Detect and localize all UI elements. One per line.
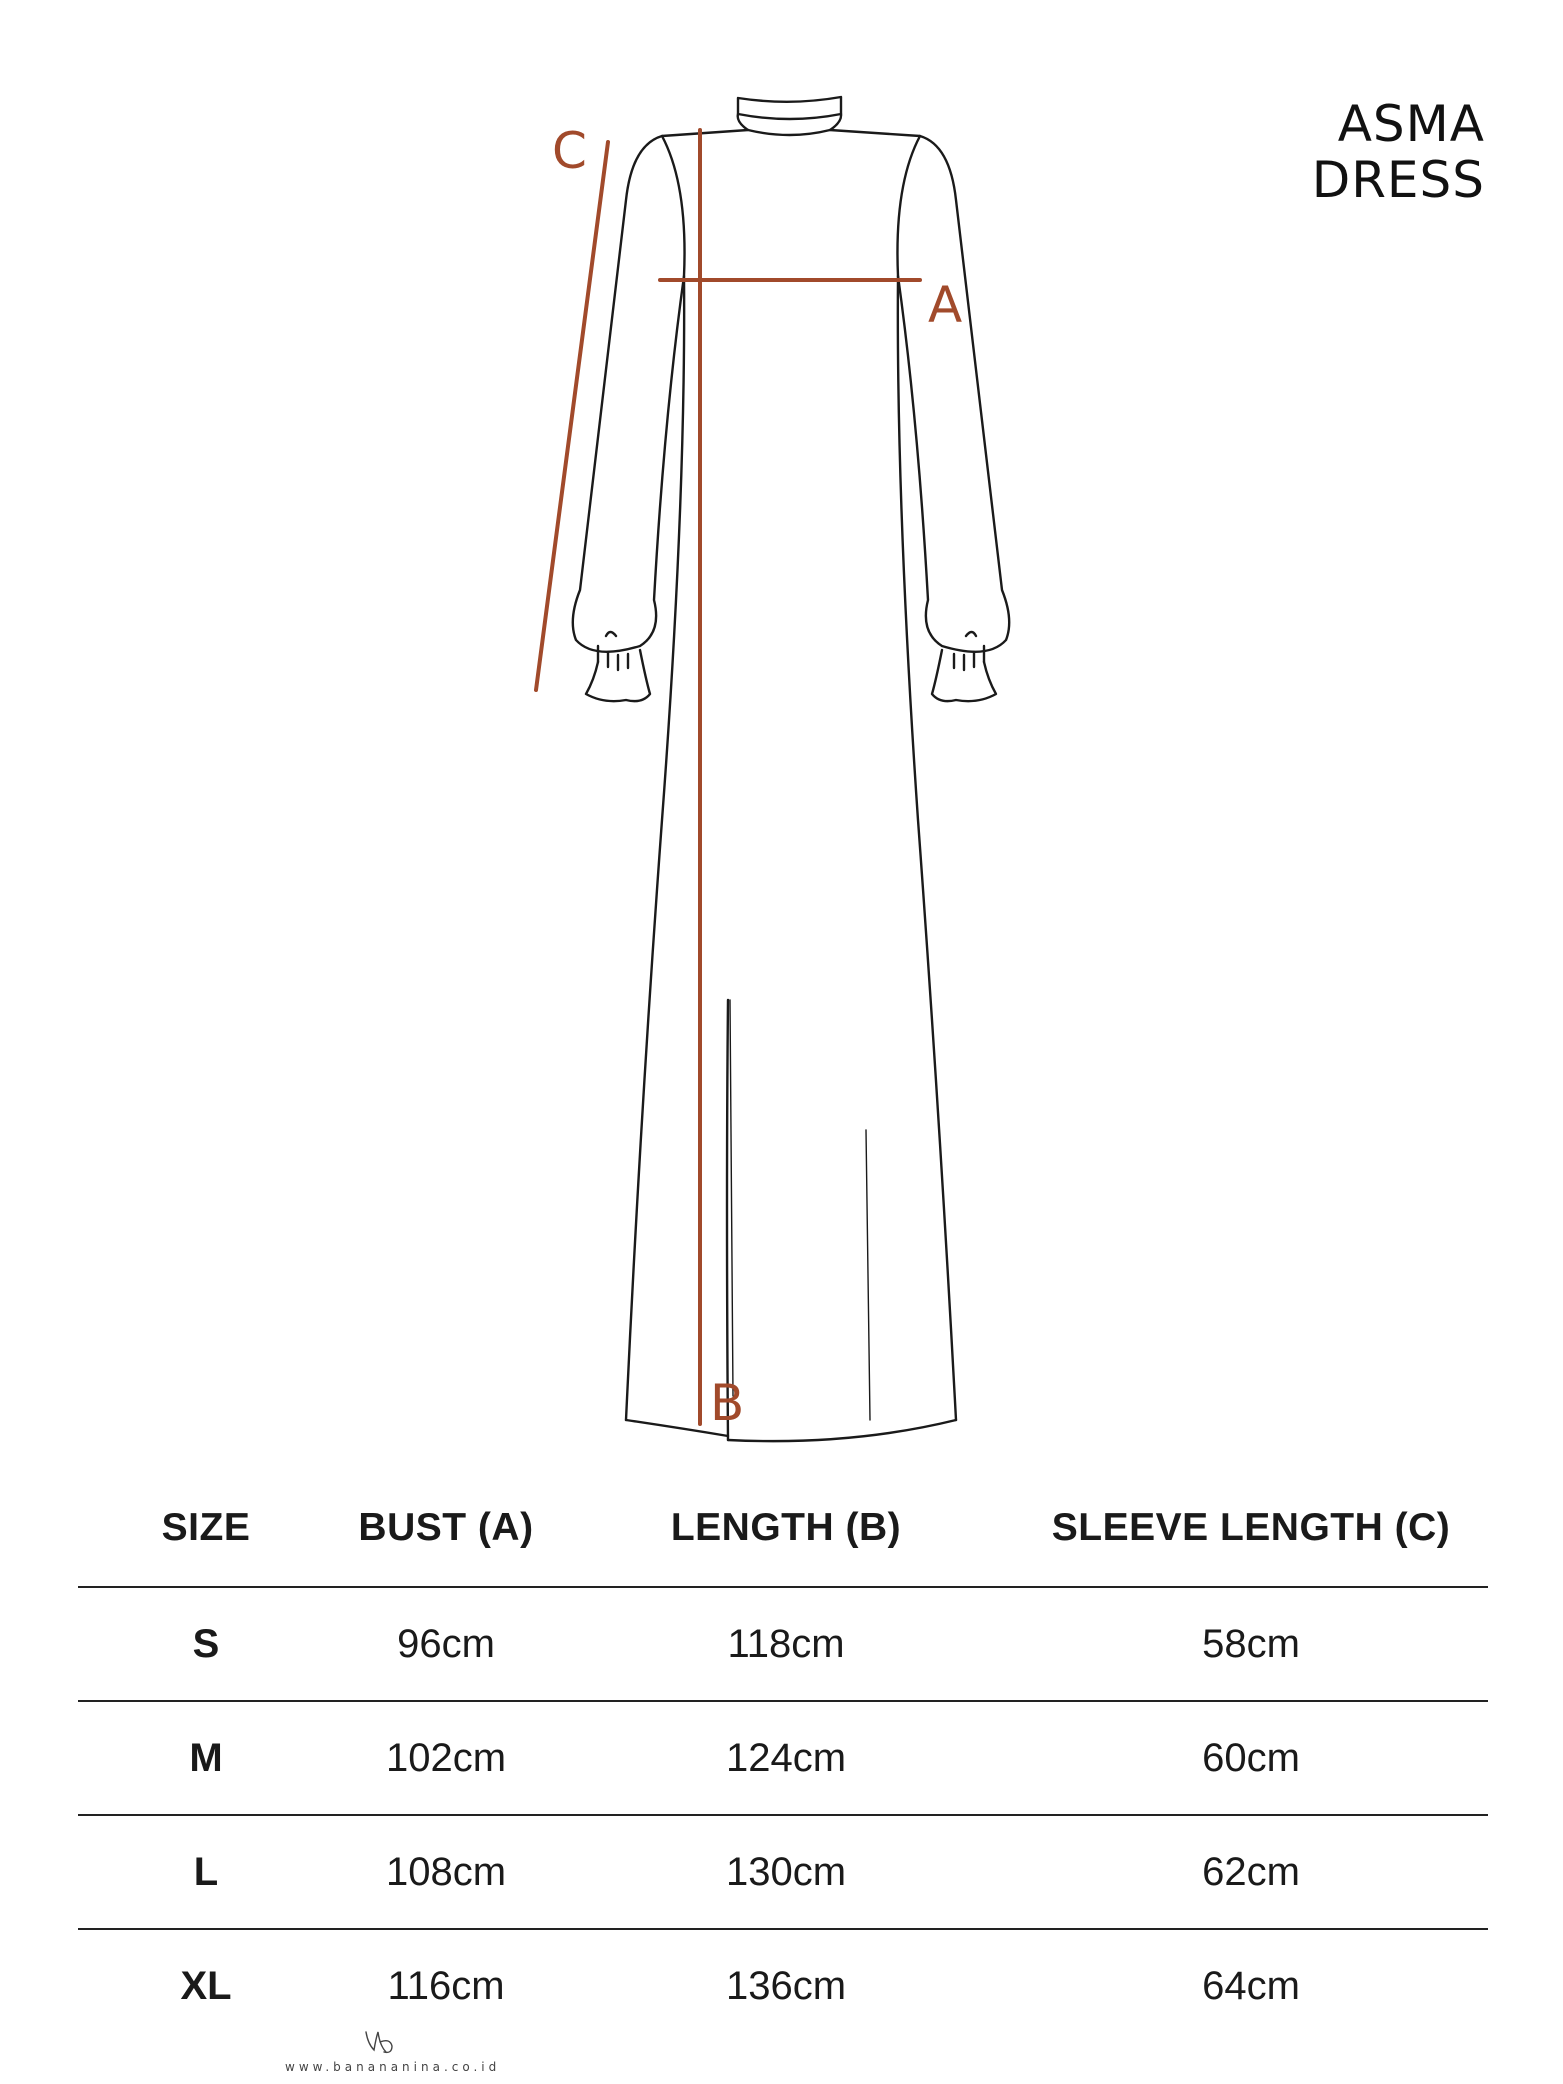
footer-brand <box>285 2028 501 2074</box>
size-cell: M <box>189 1735 223 1780</box>
left-shoulder-line <box>662 130 748 136</box>
size-cell: XL <box>180 1963 232 2008</box>
table-row <box>78 1816 1488 1928</box>
length-cell: 124cm <box>725 1735 847 1780</box>
header-sleeve-length: SLEEVE LENGTH (C) <box>1051 1506 1451 1549</box>
length-cell: 130cm <box>725 1849 847 1894</box>
bust-label: A <box>928 276 963 334</box>
header-bust: BUST (A) <box>358 1506 534 1549</box>
sleeve-measure-line <box>536 142 608 690</box>
brand-monogram-icon <box>362 2028 398 2058</box>
bust-cell: 108cm <box>385 1849 507 1894</box>
sleeve-cell: 64cm <box>1202 1963 1300 2008</box>
size-cell: L <box>193 1849 219 1894</box>
right-shoulder-line <box>830 130 920 136</box>
table-header-row <box>78 1470 1488 1586</box>
sleeve-label: C <box>552 122 587 180</box>
product-title <box>1312 96 1485 208</box>
size-cell: S <box>192 1621 220 1666</box>
right-sleeve-outline <box>897 136 1009 652</box>
bust-cell: 96cm <box>397 1621 495 1666</box>
sleeve-cell: 62cm <box>1202 1849 1300 1894</box>
table-row <box>78 1588 1488 1700</box>
table-row <box>78 1930 1488 2042</box>
header-length: LENGTH (B) <box>670 1506 902 1549</box>
footer-url: www.banananina.co.id <box>285 2060 501 2074</box>
header-size: SIZE <box>161 1506 251 1549</box>
right-side-seam <box>898 276 956 1420</box>
length-cell: 136cm <box>725 1963 847 2008</box>
right-cuff-button <box>966 632 976 636</box>
hem-right-panel <box>728 1420 956 1441</box>
length-cell: 118cm <box>727 1621 845 1666</box>
title-line-2: DRESS <box>1311 151 1485 209</box>
right-fold-line <box>866 1130 870 1420</box>
left-cuff-button <box>606 632 616 636</box>
collar-outline <box>738 97 841 119</box>
title-line-1: ASMA <box>1337 95 1485 153</box>
size-chart-table <box>78 1470 1488 2042</box>
table-row <box>78 1702 1488 1814</box>
left-side-seam <box>626 276 684 1420</box>
bust-cell: 116cm <box>387 1963 505 2008</box>
length-label: B <box>710 1374 745 1432</box>
bust-cell: 102cm <box>385 1735 507 1780</box>
sleeve-cell: 58cm <box>1202 1621 1300 1666</box>
left-sleeve-outline <box>573 136 685 652</box>
front-fold-line <box>730 1000 733 1396</box>
sleeve-cell: 60cm <box>1202 1735 1300 1780</box>
